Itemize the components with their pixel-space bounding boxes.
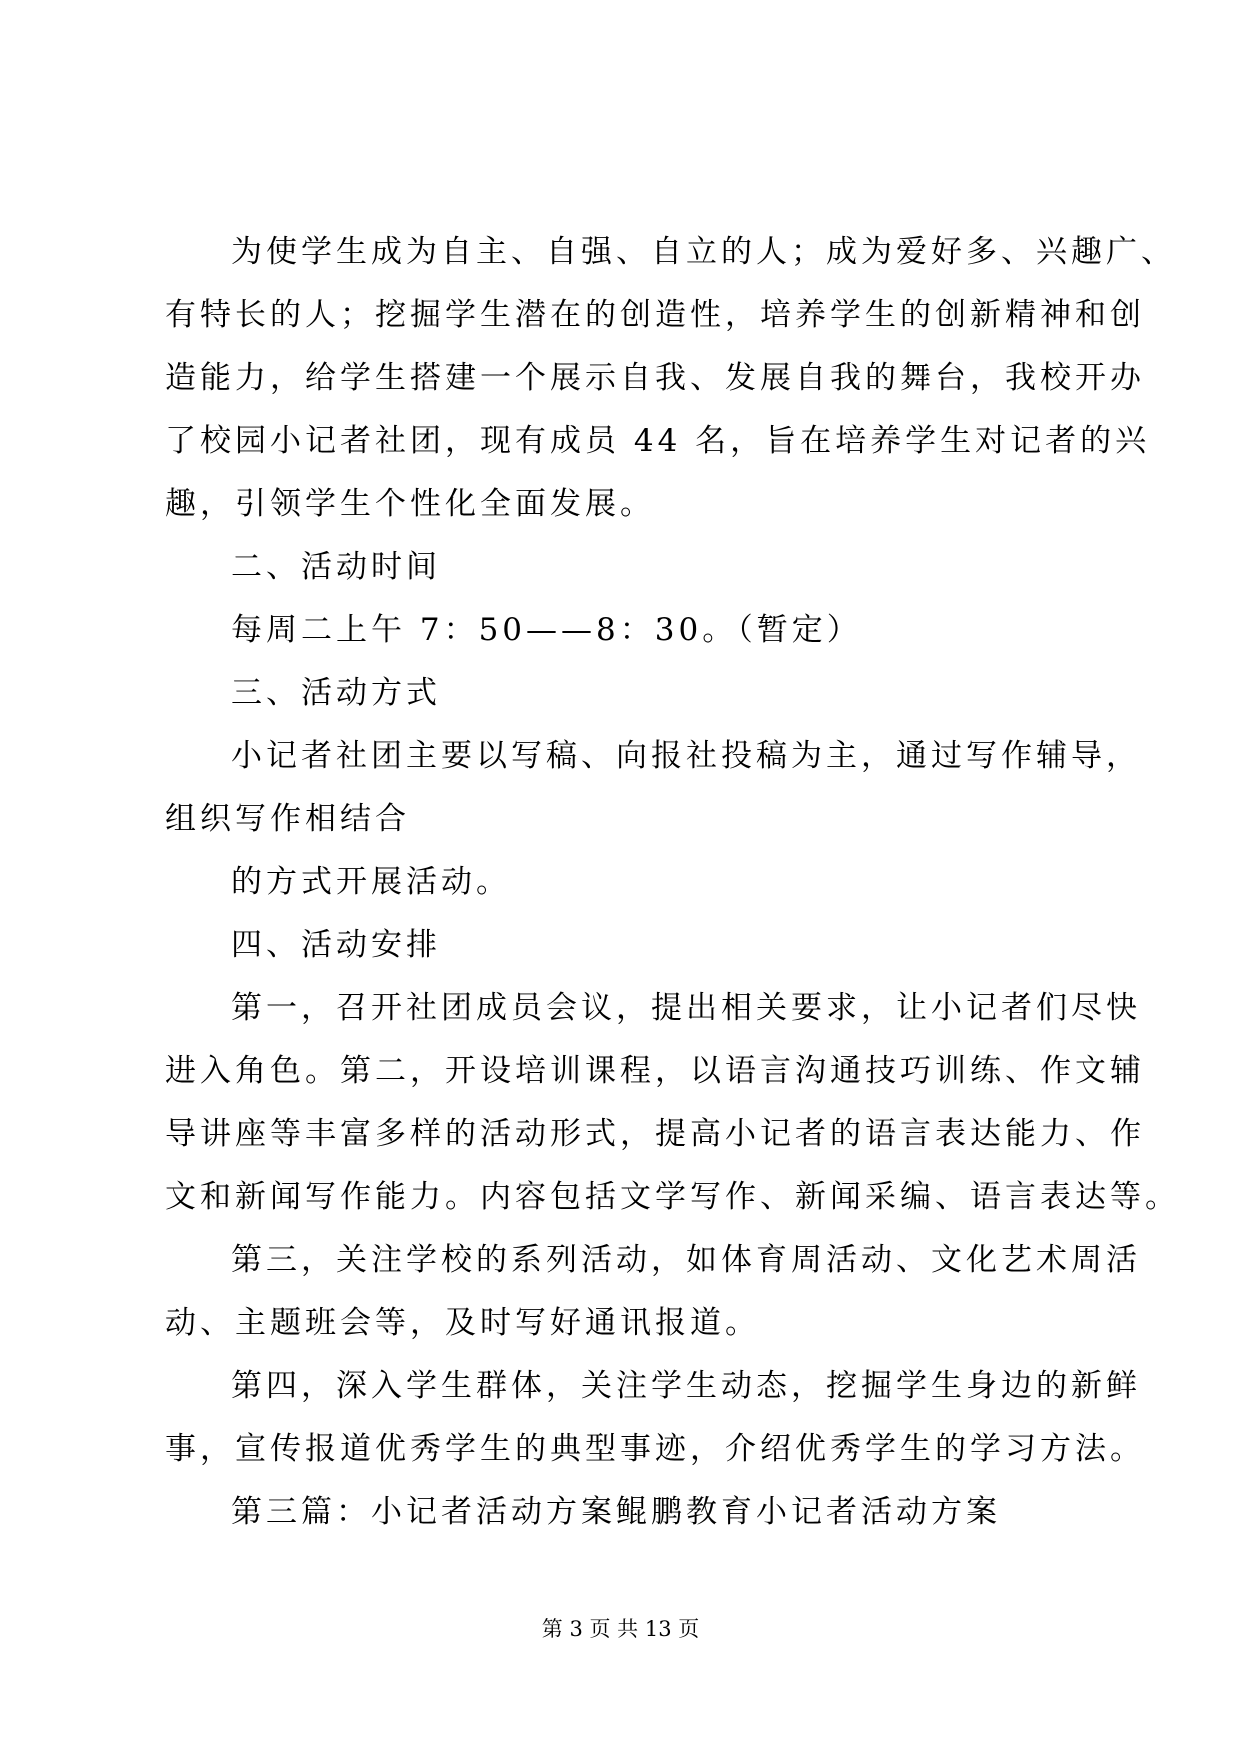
paragraph-line: 导讲座等丰富多样的活动形式，提高小记者的语言表达能力、作 <box>165 1116 1145 1152</box>
paragraph-line: 造能力，给学生搭建一个展示自我、发展自我的舞台，我校开办 <box>165 360 1145 396</box>
section-heading: 二、活动时间 <box>231 549 441 585</box>
page-number-footer: 第 3 页 共 13 页 <box>541 1617 700 1641</box>
paragraph-line: 事，宣传报道优秀学生的典型事迹，介绍优秀学生的学习方法。 <box>165 1431 1145 1467</box>
paragraph-line: 了校园小记者社团，现有成员 44 名，旨在培养学生对记者的兴 <box>165 423 1151 459</box>
paragraph-line: 第一，召开社团成员会议，提出相关要求，让小记者们尽快 <box>231 990 1141 1026</box>
paragraph-line: 趣，引领学生个性化全面发展。 <box>165 486 655 522</box>
paragraph-line: 为使学生成为自主、自强、自立的人；成为爱好多、兴趣广、 <box>231 234 1176 270</box>
section-heading: 四、活动安排 <box>231 927 441 963</box>
paragraph-line: 有特长的人；挖掘学生潜在的创造性，培养学生的创新精神和创 <box>165 297 1145 333</box>
paragraph-line: 小记者社团主要以写稿、向报社投稿为主，通过写作辅导， <box>231 738 1141 774</box>
paragraph-line: 文和新闻写作能力。内容包括文学写作、新闻采编、语言表达等。 <box>165 1179 1180 1215</box>
paragraph-line: 每周二上午 7：50——8：30。（暂定） <box>231 612 862 648</box>
chapter-heading: 第三篇：小记者活动方案鲲鹏教育小记者活动方案 <box>231 1494 1001 1530</box>
paragraph-line: 第三，关注学校的系列活动，如体育周活动、文化艺术周活 <box>231 1242 1141 1278</box>
paragraph-line: 进入角色。第二，开设培训课程，以语言沟通技巧训练、作文辅 <box>165 1053 1145 1089</box>
section-heading: 三、活动方式 <box>231 675 441 711</box>
paragraph-line: 第四，深入学生群体，关注学生动态，挖掘学生身边的新鲜 <box>231 1368 1141 1404</box>
paragraph-line: 动、主题班会等，及时写好通讯报道。 <box>165 1305 760 1341</box>
paragraph-line: 的方式开展活动。 <box>231 864 511 900</box>
paragraph-line: 组织写作相结合 <box>165 801 410 837</box>
